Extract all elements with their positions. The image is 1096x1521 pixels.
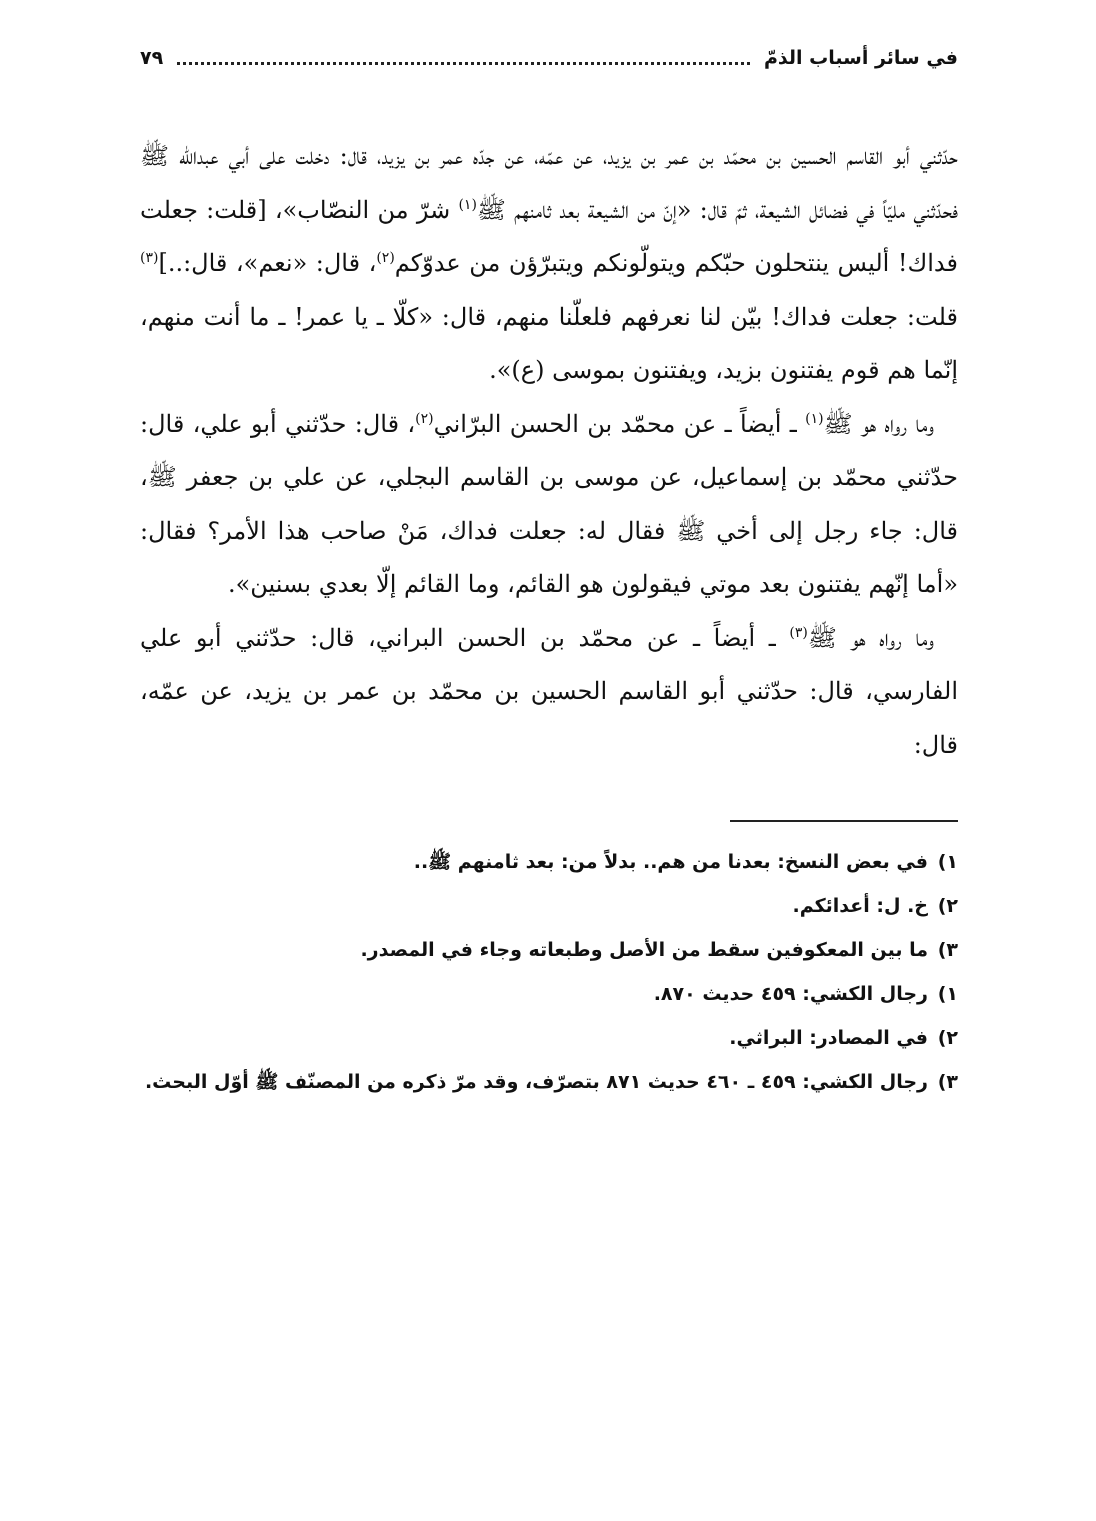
paragraph-1-part-d: قلت: جعلت فداك! بيّن لنا نعرفهم فلعلّنا منهم، قال: «كلّا ـ يا عمر! ـ ما أنت منهم، إنّما هم قوم يفتنون بزيد، ويفتنون بموسى (ع)». (140, 302, 958, 384)
page-number: ٧٩ (140, 47, 164, 69)
footnote-ref-3: (٣) (140, 250, 159, 266)
footnote-ref-1b: (١) (805, 410, 824, 427)
chapter-title: في سائر أسباب الذمّ (763, 47, 958, 69)
footnote-text: خ. ل: أعدائكم. (792, 895, 928, 917)
footnote-text: في بعض النسخ: بعدنا من هم.. بدلاً من: بعد ثامنهم ﷺ.. (413, 851, 928, 873)
footnote-number: ٣) (937, 1071, 958, 1093)
footnote-item (140, 928, 958, 972)
footnote-ref-1: (١) (458, 196, 477, 213)
paragraph-3-part-a: وما رواه هو ﷺ (807, 623, 934, 652)
paragraph-1-part-b: شرّ من النصّاب»، [قلت: جعلت فداك! أليس ينتحلون حبّكم ويتولّونكم ويتبرّؤن من عدوّكم (140, 195, 958, 277)
footnote-number: ١) (937, 983, 958, 1005)
footnote-item (140, 1016, 958, 1060)
paragraph-2-part-a: وما رواه هو ﷺ (823, 409, 934, 438)
footnote-number: ٢) (937, 895, 958, 917)
paragraph-3 (140, 612, 958, 773)
paragraph-2-part-c: ، قال: حدّثني أبو علي، قال: حدّثني محمّد بن إسماعيل، عن موسى بن القاسم البجلي، عن علي بن جعفر ﷺ، قال: جاء رجل إلى أخي ﷺ فقال له: جعلت فداك، مَنْ صاحب هذا الأمر؟ فقال: «أما إنّهم يفتنون بعد موتي فيقولون هو القائم، وما القائم إلّا بعدي بسنين». (140, 409, 958, 598)
footnotes (140, 840, 958, 1104)
paragraph-1-part-a: حدّثني أبو القاسم الحسين بن محمّد بن عمر بن يزيد، عن عمّه، عن جدّه عمر بن يزيد، قال: دخلت على أبي عبدالله ﷺ فحدّثني مليّاً في فضائل الشيعة، ثمّ قال: «إنّ من الشيعة بعد ثامنهم ﷺ (140, 142, 958, 224)
footnote-number: ١) (937, 851, 958, 873)
footnote-item (140, 972, 958, 1016)
paragraph-1-part-c: ، قال: «نعم»، قال:..] (158, 249, 377, 277)
main-text (140, 130, 958, 772)
paragraph-3-part-b: ـ أيضاً ـ عن محمّد بن الحسن البراني، قال: حدّثني أبو علي الفارسي، قال: حدّثني أبو القاسم الحسين بن محمّد بن عمر بن يزيد، عن عمّه، قال: (140, 623, 958, 759)
footnote-text: رجال الكشي: ٤٥٩ حديث ٨٧٠. (653, 983, 928, 1005)
dot-leader (177, 62, 750, 65)
paragraph-1 (140, 130, 958, 398)
footnote-separator (730, 820, 958, 822)
footnote-item (140, 840, 958, 884)
footnote-ref-2b: (٢) (415, 410, 434, 427)
footnote-text: في المصادر: البراثي. (729, 1027, 928, 1049)
book-page (140, 38, 958, 1478)
footnote-number: ٣) (937, 939, 958, 961)
footnote-item (140, 1060, 958, 1104)
footnote-item (140, 884, 958, 928)
footnote-text: رجال الكشي: ٤٥٩ ـ ٤٦٠ حديث ٨٧١ بتصرّف، وقد مرّ ذكره من المصنّف ﷺ أوّل البحث. (144, 1071, 928, 1093)
running-header (140, 38, 958, 78)
footnote-ref-2: (٢) (376, 250, 395, 266)
paragraph-2 (140, 398, 958, 612)
footnote-text: ما بين المعكوفين سقط من الأصل وطبعاته وجاء في المصدر. (360, 939, 928, 961)
footnote-number: ٢) (937, 1027, 958, 1049)
footnote-ref-3b: (٣) (789, 624, 808, 641)
paragraph-2-part-b: ـ أيضاً ـ عن محمّد بن الحسن البرّاني (433, 409, 806, 438)
